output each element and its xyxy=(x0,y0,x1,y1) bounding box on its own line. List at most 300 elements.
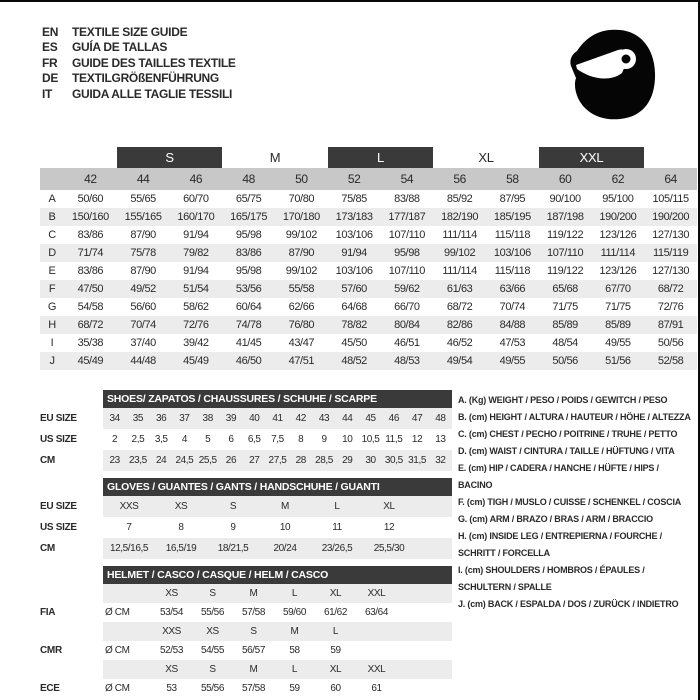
size-value: 49/55 xyxy=(499,355,526,367)
size-value: 107/110 xyxy=(388,229,425,241)
size-value: 52/58 xyxy=(657,355,684,367)
size-value: 45/49 xyxy=(77,355,104,367)
size-value: 57/58 xyxy=(241,607,266,618)
legend-item: D. (cm) WAIST / CINTURA / TAILLE / HÜFTUNG / VITA xyxy=(458,446,675,456)
size-value: 99/102 xyxy=(285,265,317,277)
size-value: 57/58 xyxy=(241,683,266,694)
size-value: 8 xyxy=(178,522,184,533)
size-value: 59/60 xyxy=(282,607,307,618)
size-value: 87/90 xyxy=(288,247,315,259)
size-value: 60/70 xyxy=(183,193,209,205)
size-value: 48/54 xyxy=(552,337,578,349)
size-value: Ø CM xyxy=(105,645,130,656)
size-value: 24,5 xyxy=(175,455,194,466)
size-column-label: 42 xyxy=(84,172,97,186)
size-value: 46/50 xyxy=(235,355,262,367)
size-value: 30 xyxy=(365,455,376,466)
size-value: 34 xyxy=(109,413,120,424)
size-value: 160/170 xyxy=(177,211,215,223)
row-letter: I xyxy=(50,337,54,349)
measurement-row-f xyxy=(40,280,697,298)
size-value: 39/42 xyxy=(183,337,209,349)
helmet-table-header-row xyxy=(40,566,452,584)
shoes-size-table xyxy=(40,390,452,471)
size-value: 80/84 xyxy=(394,319,420,331)
size-group-s: S xyxy=(117,147,223,168)
size-value: 70/74 xyxy=(499,301,526,313)
size-value: 4 xyxy=(181,434,188,445)
size-value: 63/66 xyxy=(499,283,526,295)
size-value: 74/78 xyxy=(235,319,262,331)
row-label: FIA xyxy=(40,607,56,618)
row-label: CMR xyxy=(40,645,62,656)
size-value: 91/94 xyxy=(183,229,209,241)
size-value: 59 xyxy=(289,683,300,694)
size-value: 72/76 xyxy=(183,319,209,331)
size-value: 150/160 xyxy=(71,211,109,223)
size-value: XS xyxy=(165,588,178,599)
helmet-table-row xyxy=(40,603,452,622)
size-value: 49/52 xyxy=(130,283,156,295)
measurement-row-i xyxy=(40,334,697,352)
size-value: 5 xyxy=(205,434,211,445)
size-value: XL xyxy=(329,588,342,599)
size-value: 111/114 xyxy=(442,265,477,277)
language-row xyxy=(42,71,236,87)
accessory-tables xyxy=(40,390,452,700)
size-value: 177/187 xyxy=(388,211,426,223)
size-value: 95/100 xyxy=(602,193,634,205)
size-value: S xyxy=(250,626,257,637)
size-value: 58/62 xyxy=(183,301,209,313)
size-value: 68/72 xyxy=(657,283,684,295)
size-value: XS xyxy=(165,664,178,675)
size-value: 83/88 xyxy=(394,193,420,205)
size-value: 56/57 xyxy=(241,645,266,656)
row-cells xyxy=(103,660,452,679)
size-value: 37 xyxy=(179,413,190,424)
shoes-table-row xyxy=(40,450,452,471)
language-code: IT xyxy=(42,86,53,101)
measurement-row-g xyxy=(40,298,697,316)
row-letter: J xyxy=(49,355,55,367)
textile-size-table xyxy=(40,147,697,370)
size-value: 10,5 xyxy=(361,434,380,445)
row-cells xyxy=(103,538,452,559)
size-value: 62/66 xyxy=(288,301,315,313)
size-value: 57/60 xyxy=(341,283,367,295)
size-value: 11,5 xyxy=(385,434,403,445)
size-value: 47/50 xyxy=(77,283,104,295)
size-value: 30,5 xyxy=(384,455,403,466)
size-group-xxl: XXL xyxy=(539,147,645,168)
size-value: 51/56 xyxy=(605,355,631,367)
size-value: 63/64 xyxy=(364,607,389,618)
size-value: 54/58 xyxy=(77,301,104,313)
size-value: 71/75 xyxy=(605,301,631,313)
size-value: 75/78 xyxy=(130,247,156,259)
size-column-label: 60 xyxy=(558,172,572,186)
size-header-row xyxy=(40,168,697,190)
size-value: 115/118 xyxy=(494,265,531,277)
size-value: XXL xyxy=(367,588,386,599)
size-column-label: 46 xyxy=(189,172,203,186)
row-label-spacer xyxy=(40,390,103,408)
size-value: 35/38 xyxy=(77,337,104,349)
size-value: 10 xyxy=(279,522,291,533)
size-value: 12 xyxy=(383,522,395,533)
size-value: 6 xyxy=(228,434,234,445)
row-cells xyxy=(103,641,452,660)
row-cells xyxy=(103,603,452,622)
size-value: 61 xyxy=(371,683,382,694)
size-column-label: 62 xyxy=(611,172,625,186)
size-value: 95/98 xyxy=(235,229,262,241)
shoes-table-header-row xyxy=(40,390,452,408)
size-value: 50/56 xyxy=(552,355,578,367)
shoes-table-row xyxy=(40,429,452,450)
size-column-label: 50 xyxy=(295,172,308,186)
size-value: 42 xyxy=(295,413,306,424)
size-value: 87/95 xyxy=(499,193,526,205)
language-label: GUÍA DE TALLAS xyxy=(72,40,168,55)
size-value: 44/48 xyxy=(130,355,156,367)
size-value: 60/64 xyxy=(235,301,262,313)
size-value: S xyxy=(229,501,237,512)
size-value: 68/72 xyxy=(446,301,473,313)
size-value: 40 xyxy=(249,413,260,424)
size-value: 50/60 xyxy=(77,193,104,205)
language-row xyxy=(42,55,236,71)
size-value: 76/80 xyxy=(288,319,315,331)
size-value: L xyxy=(334,501,340,512)
size-value: 78/82 xyxy=(341,319,367,331)
size-value: 23 xyxy=(109,455,120,466)
size-value: 119/122 xyxy=(547,265,584,277)
size-value: 68/72 xyxy=(77,319,104,331)
size-value: 87/90 xyxy=(130,265,156,277)
size-group-l: L xyxy=(328,147,434,168)
size-value: 46/52 xyxy=(446,337,473,349)
row-letter: E xyxy=(48,265,56,277)
size-value: 41/45 xyxy=(235,337,262,349)
size-value: 46/51 xyxy=(394,337,420,349)
size-value: 84/88 xyxy=(499,319,526,331)
language-row xyxy=(42,40,236,56)
legend-item: C. (cm) CHEST / PECHO / POITRINE / TRUHE / PETTO xyxy=(458,429,678,439)
size-value: M xyxy=(290,626,299,637)
size-value: 23/26,5 xyxy=(321,543,353,554)
size-value: 72/76 xyxy=(657,301,684,313)
size-value: 70/74 xyxy=(130,319,156,331)
size-value: XXL xyxy=(367,664,386,675)
language-label: GUIDE DES TAILLES TEXTILE xyxy=(72,55,236,70)
row-letter: A xyxy=(48,193,56,205)
legend-item: F. (cm) TIGH / MUSLO / CUISSE / SCHENKEL / COSCIA xyxy=(458,497,682,507)
size-value: 53/56 xyxy=(235,283,262,295)
helmet-table-row xyxy=(40,584,452,603)
size-value: 55/65 xyxy=(130,193,156,205)
row-cells xyxy=(103,429,452,450)
size-value: 55/56 xyxy=(200,607,225,618)
size-value: S xyxy=(209,664,216,675)
size-value: 26 xyxy=(225,455,237,466)
size-value: 170/180 xyxy=(282,211,320,223)
size-column-label: 56 xyxy=(453,172,466,186)
row-letter: C xyxy=(48,229,56,241)
size-value: 16,5/19 xyxy=(165,543,197,554)
size-value: 37/40 xyxy=(130,337,156,349)
measurement-row-h xyxy=(40,316,697,334)
size-value: 43 xyxy=(318,413,330,424)
size-value: 115/118 xyxy=(494,229,531,241)
measurement-row-a xyxy=(40,190,697,208)
size-value: 123/126 xyxy=(599,265,637,277)
helmet-table-title: HELMET / CASCO / CASQUE / HELM / CASCO xyxy=(103,566,452,584)
row-label-spacer xyxy=(40,478,103,496)
size-value: 59 xyxy=(330,645,341,656)
size-value: 41 xyxy=(272,413,283,424)
helmet-table-row xyxy=(40,660,452,679)
size-value: 91/94 xyxy=(341,247,367,259)
size-value: 10 xyxy=(342,434,353,445)
size-value: 28,5 xyxy=(315,455,333,466)
gloves-table-title: GLOVES / GUANTES / GANTS / HANDSCHUHE / GUANTI xyxy=(103,478,452,496)
size-value: 185/195 xyxy=(493,211,531,223)
size-value: 55/58 xyxy=(288,283,315,295)
size-value: 49/55 xyxy=(605,337,631,349)
size-value: 99/102 xyxy=(444,247,476,259)
size-value: 35 xyxy=(132,413,144,424)
size-value: 47/51 xyxy=(288,355,315,367)
size-value: 12,5/16,5 xyxy=(109,543,149,554)
size-value: 103/106 xyxy=(335,229,373,241)
size-value: 61/63 xyxy=(446,283,473,295)
racing-helmet-icon xyxy=(568,28,658,122)
row-label: CM xyxy=(40,455,55,466)
row-label: US SIZE xyxy=(40,434,77,445)
legend-item: G. (cm) ARM / BRAZO / BRAS / ARM / BRACCIO xyxy=(458,514,653,524)
size-value: 55/56 xyxy=(200,683,225,694)
size-value: 45/50 xyxy=(341,337,367,349)
size-value: 71/74 xyxy=(77,247,104,259)
gloves-table-row xyxy=(40,517,452,538)
row-cells xyxy=(103,496,452,517)
size-value: 165/175 xyxy=(230,211,268,223)
measurement-row-j xyxy=(40,352,697,370)
size-value: 82/86 xyxy=(446,319,473,331)
size-value: 119/122 xyxy=(547,229,584,241)
size-value: 27,5 xyxy=(268,455,287,466)
size-value: 123/126 xyxy=(599,229,637,241)
helmet-table-row xyxy=(40,641,452,660)
legend-item: J. (cm) BACK / ESPALDA / DOS / ZURÜCK / INDIETRO xyxy=(458,599,679,609)
size-value: 85/92 xyxy=(446,193,473,205)
size-value: 47/53 xyxy=(499,337,526,349)
size-value: 27 xyxy=(249,455,260,466)
size-value: M xyxy=(281,501,289,512)
size-value: 85/89 xyxy=(552,319,578,331)
row-cells xyxy=(103,450,452,471)
size-value: XXS xyxy=(162,626,181,637)
size-value: 87/91 xyxy=(657,319,684,331)
row-cells xyxy=(103,584,452,603)
size-column-label: 52 xyxy=(347,172,361,186)
size-column-label: 64 xyxy=(664,172,677,186)
size-value: 54/55 xyxy=(200,645,225,656)
size-value: 32 xyxy=(435,455,446,466)
legend-item: A. (Kg) WEIGHT / PESO / POIDS / GEWITCH / PESO xyxy=(458,395,668,405)
size-value: 83/86 xyxy=(77,265,104,277)
size-value: 45 xyxy=(365,413,376,424)
size-value: 111/114 xyxy=(442,229,477,241)
shoes-table-row xyxy=(40,408,452,429)
size-value: 53/54 xyxy=(159,607,184,618)
helmet-size-table xyxy=(40,566,452,698)
size-value: 79/82 xyxy=(183,247,209,259)
shoes-table-title: SHOES/ ZAPATOS / CHAUSSURES / SCHUHE / SCARPE xyxy=(103,390,452,408)
row-label xyxy=(40,584,103,603)
size-value: 51/54 xyxy=(183,283,209,295)
language-row xyxy=(42,24,236,40)
row-letter: B xyxy=(48,211,56,223)
size-value: 45/49 xyxy=(183,355,209,367)
language-code: FR xyxy=(42,55,58,70)
size-column-label: 48 xyxy=(242,172,255,186)
size-value: 50/56 xyxy=(657,337,684,349)
size-value: 111/114 xyxy=(600,247,636,259)
size-value: 49/54 xyxy=(446,355,473,367)
size-value: 24 xyxy=(156,455,167,466)
size-value: 85/89 xyxy=(605,319,631,331)
size-value: L xyxy=(332,626,339,637)
size-group-xl: XL xyxy=(478,150,494,165)
size-group-m: M xyxy=(269,150,281,165)
row-label-spacer xyxy=(40,566,103,584)
row-label: US SIZE xyxy=(40,522,77,533)
gloves-table-header-row xyxy=(40,478,452,496)
size-value: 25,5/30 xyxy=(373,543,405,554)
size-value: 48/53 xyxy=(394,355,420,367)
size-value: 2,5 xyxy=(131,434,145,445)
size-value: 66/70 xyxy=(394,301,420,313)
size-value: 3,5 xyxy=(154,434,168,445)
size-value: 59/62 xyxy=(394,283,420,295)
size-value: 103/106 xyxy=(335,265,373,277)
helmet-table-row xyxy=(40,679,452,698)
size-value: 44 xyxy=(342,413,353,424)
row-cells xyxy=(103,408,452,429)
measurement-row-e xyxy=(40,262,697,280)
size-value: XL xyxy=(383,501,395,512)
size-value: M xyxy=(249,664,258,675)
size-value: XL xyxy=(329,664,342,675)
size-column-label: 54 xyxy=(400,172,414,186)
language-row xyxy=(42,86,236,102)
size-value: 65/75 xyxy=(235,193,262,205)
size-value: 190/200 xyxy=(652,211,690,223)
size-value: 53 xyxy=(166,683,177,694)
size-value: 64/68 xyxy=(341,301,367,313)
size-value: 31,5 xyxy=(408,455,427,466)
language-code: ES xyxy=(42,40,58,55)
measurement-row-c xyxy=(40,226,697,244)
size-value: 99/102 xyxy=(285,229,317,241)
size-value: 2 xyxy=(112,434,118,445)
size-value: 13 xyxy=(435,434,446,445)
row-letter: G xyxy=(47,301,57,313)
size-value: 9 xyxy=(230,522,236,533)
size-value: 18/21,5 xyxy=(217,543,249,554)
language-label: TEXTILE SIZE GUIDE xyxy=(72,24,188,39)
gloves-size-table xyxy=(40,478,452,559)
size-value: XS xyxy=(174,501,188,512)
size-value: XXS xyxy=(119,501,139,512)
legend-item: B. (cm) HEIGHT / ALTURA / HAUTEUR / HÖHE / ALTEZZA xyxy=(458,412,691,422)
size-value: 47 xyxy=(411,413,423,424)
size-value: 107/110 xyxy=(388,265,425,277)
size-column-label: 44 xyxy=(136,172,150,186)
measurement-row-b xyxy=(40,208,697,226)
size-value: 182/190 xyxy=(441,211,479,223)
size-value: 115/119 xyxy=(652,247,689,259)
size-value: 8 xyxy=(298,434,304,445)
language-label: TEXTILGRÖßENFÜHRUNG xyxy=(72,71,219,86)
row-label: ECE xyxy=(40,683,60,694)
size-value: 52/53 xyxy=(159,645,184,656)
language-label: GUIDA ALLE TAGLIE TESSILI xyxy=(72,86,233,101)
size-value: 95/98 xyxy=(235,265,262,277)
row-label: EU SIZE xyxy=(40,501,77,512)
size-column-label: 58 xyxy=(506,172,519,186)
size-value: 61/62 xyxy=(323,607,348,618)
size-value: L xyxy=(291,588,298,599)
size-value: 127/130 xyxy=(652,229,690,241)
size-value: 48/52 xyxy=(341,355,367,367)
size-value: 190/200 xyxy=(599,211,637,223)
size-value: 67/70 xyxy=(605,283,631,295)
row-letter: H xyxy=(48,319,56,331)
gloves-table-row xyxy=(40,496,452,517)
size-value: 12 xyxy=(411,434,423,445)
size-value: 103/106 xyxy=(493,247,531,259)
legend-item: E. (cm) HIP / CADERA / HANCHE / HÜFTE / HIPS / BACINO xyxy=(458,463,659,490)
size-value: 38 xyxy=(202,413,213,424)
size-value: 20/24 xyxy=(273,543,297,554)
size-value: 9 xyxy=(321,434,327,445)
size-value: 71/75 xyxy=(552,301,578,313)
row-cells xyxy=(103,517,452,538)
size-value: 39 xyxy=(225,413,237,424)
gloves-table-row xyxy=(40,538,452,559)
size-value: 6,5 xyxy=(247,434,261,445)
row-label xyxy=(40,660,103,679)
size-value: 7 xyxy=(126,522,132,533)
size-value: 65/68 xyxy=(552,283,578,295)
helmet-table-row xyxy=(40,622,452,641)
size-value: 187/198 xyxy=(546,211,584,223)
size-value: 36 xyxy=(156,413,167,424)
row-label: CM xyxy=(40,543,55,554)
measurement-row-d xyxy=(40,244,697,262)
size-value: 46 xyxy=(388,413,399,424)
language-title-list xyxy=(42,24,236,102)
size-value: 11 xyxy=(332,522,342,533)
size-value: 29 xyxy=(342,455,353,466)
size-value: 127/130 xyxy=(652,265,690,277)
size-value: Ø CM xyxy=(105,683,130,694)
measurement-legend xyxy=(458,392,695,613)
